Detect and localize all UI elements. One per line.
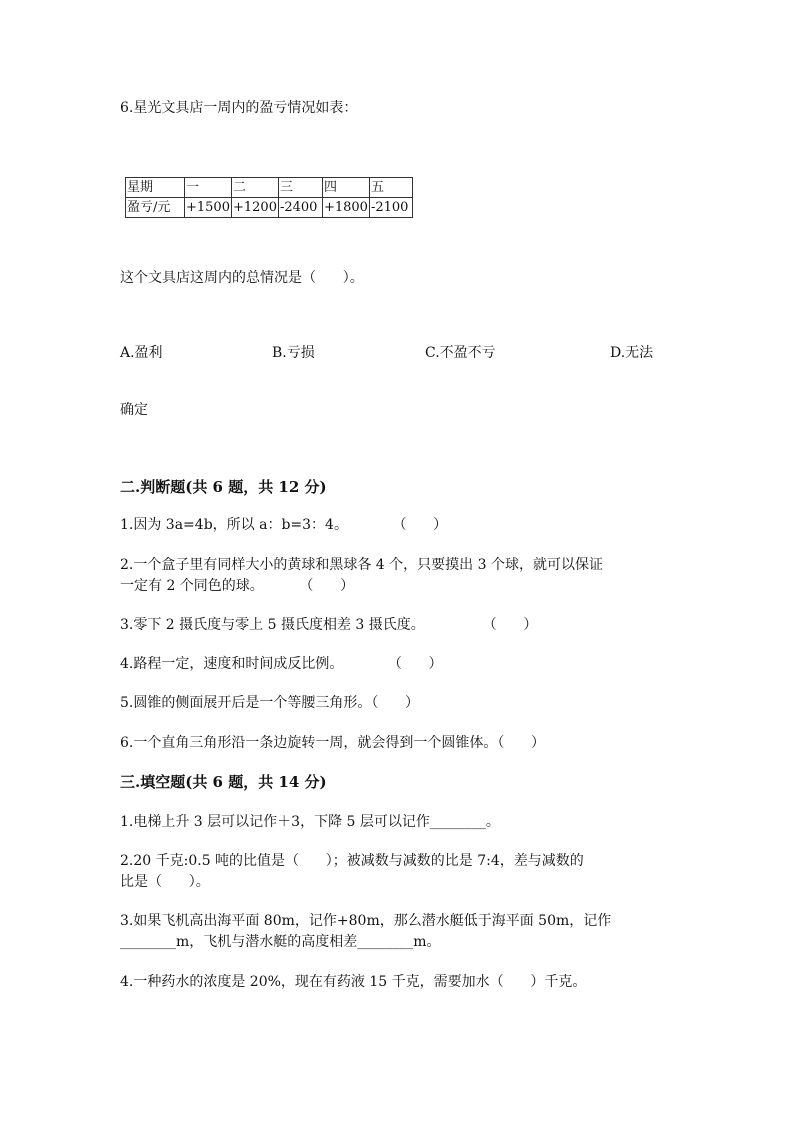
section-title-judgement: 二.判断题(共 6 题，共 12 分) — [120, 478, 327, 496]
q6-stem: 6.星光文具店一周内的盈亏情况如表： — [120, 100, 358, 116]
option-d-continued: 确定 — [120, 402, 148, 418]
table-cell: -2400 — [278, 198, 322, 218]
table-cell: 五 — [369, 178, 412, 198]
fill-in-item: 2.20 千克:0.5 吨的比值是（ ）；被减数与减数的比是 7:4，差与减数的 — [120, 853, 584, 869]
profit-loss-table — [125, 177, 413, 218]
fill-in-item: 4.一种药水的浓度是 20%，现在有药液 15 千克，需要加水（ ）千克。 — [120, 974, 587, 990]
judgement-item: 6.一个直角三角形沿一条边旋转一周，就会得到一个圆锥体。（ ） — [120, 735, 546, 751]
fill-in-item: 比是（ ）。 — [120, 874, 210, 890]
table-cell: +1800 — [322, 198, 369, 218]
table-cell: 二 — [231, 178, 278, 198]
fill-in-item: 1.电梯上升 3 层可以记作＋3，下降 5 层可以记作________。 — [120, 814, 500, 830]
table-cell: +1500 — [185, 198, 232, 218]
table-cell: 三 — [278, 178, 322, 198]
fill-in-item: 3.如果飞机高出海平面 80m，记作+80m，那么潜水艇低于海平面 50m，记作 — [120, 913, 612, 929]
judgement-item: 5.圆锥的侧面展开后是一个等腰三角形。（ ） — [120, 695, 420, 711]
section-title-fill-in: 三.填空题(共 6 题，共 14 分) — [120, 773, 327, 791]
option-d: D.无法 — [610, 345, 654, 361]
table-row — [126, 198, 413, 218]
table-cell: 星期 — [126, 178, 185, 198]
table-cell: 盈亏/元 — [126, 198, 185, 218]
fill-in-item: ________m，飞机与潜水艇的高度相差________m。 — [120, 934, 441, 950]
option-b: B.亏损 — [272, 345, 315, 361]
table-cell: 一 — [185, 178, 232, 198]
judgement-item: 3.零下 2 摄氏度与零上 5 摄氏度相差 3 摄氏度。 （ ） — [120, 617, 538, 633]
judgement-item: 2.一个盒子里有同样大小的黄球和黑球各 4 个，只要摸出 3 个球，就可以保证 — [120, 557, 603, 573]
table-cell: +1200 — [231, 198, 278, 218]
table-cell: -2100 — [369, 198, 412, 218]
table-cell: 四 — [322, 178, 369, 198]
judgement-item: 1.因为 3a=4b，所以 a：b=3：4。 （ ） — [120, 517, 448, 533]
judgement-item: 4.路程一定，速度和时间成反比例。 （ ） — [120, 656, 443, 672]
option-c: C.不盈不亏 — [425, 345, 496, 361]
option-a: A.盈利 — [120, 345, 163, 361]
q6-question: 这个文具店这周内的总情况是（ ）。 — [120, 270, 364, 286]
table-row — [126, 178, 413, 198]
judgement-item: 一定有 2 个同色的球。 （ ） — [120, 578, 355, 594]
